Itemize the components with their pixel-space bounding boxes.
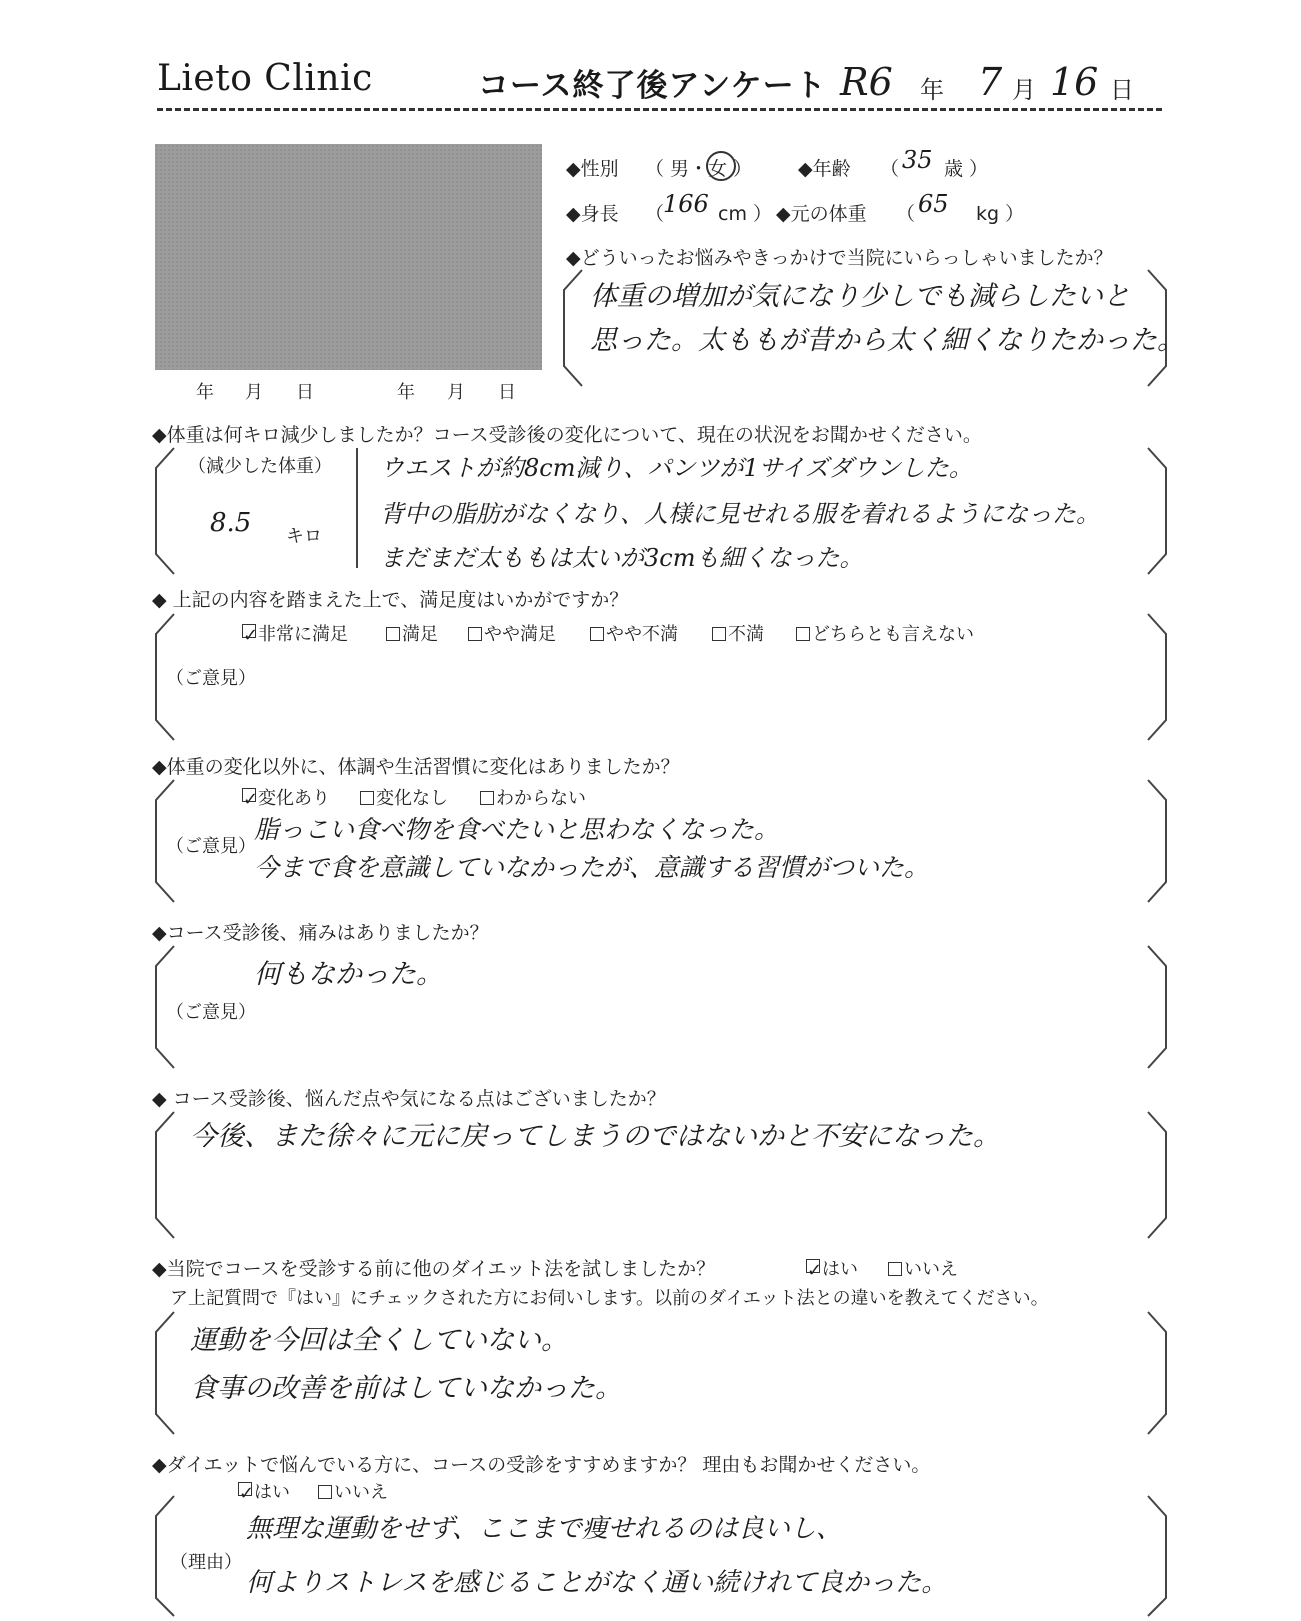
checkbox-icon bbox=[318, 1485, 332, 1499]
q5-bracket-right bbox=[1146, 944, 1166, 1070]
height-open: （ bbox=[645, 203, 665, 225]
q8-reason-label: （理由） bbox=[170, 1552, 242, 1573]
q8-option: いいえ bbox=[318, 1478, 388, 1504]
q2-question: ◆体重は何キロ減少しましたか？コース受診後の変化について、現在の状況をお聞かせください。 bbox=[152, 424, 982, 446]
q4-option: ✓変化あり bbox=[243, 788, 330, 810]
q2-loss-unit: キロ bbox=[286, 526, 322, 547]
q8-bracket-right bbox=[1146, 1494, 1166, 1618]
photo-date-label: 月 bbox=[447, 382, 465, 403]
height-value: 166 bbox=[663, 190, 709, 218]
q1-bracket-left bbox=[560, 268, 580, 388]
q4-bracket-right bbox=[1146, 778, 1166, 904]
q3-option: ✓非常に満足 bbox=[243, 624, 348, 646]
q7-bracket-right bbox=[1146, 1310, 1166, 1436]
q7-option: いいえ bbox=[888, 1255, 958, 1281]
q7-option: ✓はい bbox=[807, 1259, 858, 1281]
form-title: コース終了後アンケート bbox=[478, 68, 827, 104]
q3-option: 不満 bbox=[712, 620, 764, 646]
q3-option: やや満足 bbox=[468, 620, 556, 646]
checkbox-icon bbox=[590, 627, 604, 641]
q4-option: わからない bbox=[480, 784, 586, 810]
q4-question: ◆体重の変化以外に、体調や生活習慣に変化はありましたか？ bbox=[152, 756, 680, 778]
header-divider bbox=[157, 108, 1162, 111]
q3-option: やや不満 bbox=[590, 620, 678, 646]
q3-bracket-right bbox=[1146, 612, 1166, 742]
checkbox-checked-icon: ✓ bbox=[239, 1483, 255, 1504]
date-month: 7 bbox=[978, 60, 1003, 104]
photo-date-label: 月 bbox=[245, 382, 263, 403]
height-unit: cm ） bbox=[718, 203, 772, 225]
gender-selected-circle bbox=[706, 151, 736, 181]
age-unit: 歳 ） bbox=[944, 158, 989, 180]
weight-label: ◆元の体重 bbox=[776, 203, 867, 225]
photo-date-label: 日 bbox=[498, 382, 516, 403]
q6-question: ◆ コース受診後、悩んだ点や気になる点はございましたか？ bbox=[152, 1088, 666, 1110]
q2-bracket-right bbox=[1146, 446, 1166, 576]
q8-answer-line: 何よりストレスを感じることがなく通い続けれて良かった。 bbox=[246, 1568, 948, 1598]
q7-answer-line: 食事の改善を前はしていなかった。 bbox=[190, 1373, 622, 1404]
q5-question: ◆コース受診後、痛みはありましたか？ bbox=[152, 922, 489, 944]
q4-answer-line: 今まで食を意識していなかったが、意識する習慣がついた。 bbox=[254, 853, 930, 882]
q8-option: ✓はい bbox=[239, 1482, 290, 1504]
date-day: 16 bbox=[1050, 60, 1099, 104]
age-label: ◆年齢 bbox=[798, 158, 851, 180]
q2-bracket-left bbox=[152, 446, 172, 576]
weight-value: 65 bbox=[918, 190, 949, 218]
photo-date-label: 年 bbox=[397, 382, 415, 403]
age-open: （ bbox=[880, 158, 900, 180]
checkbox-checked-icon: ✓ bbox=[243, 625, 259, 646]
q8-bracket-left bbox=[152, 1494, 172, 1618]
checkbox-icon bbox=[468, 627, 482, 641]
date-day-label: 日 bbox=[1110, 76, 1134, 104]
q1-answer-line: 思った。太ももが昔から太く細くなりたかった。 bbox=[590, 325, 1184, 356]
photo-placeholder bbox=[155, 144, 542, 370]
clinic-brand: Lieto Clinic bbox=[157, 58, 373, 99]
photo-date-label: 日 bbox=[296, 382, 314, 403]
weight-open: （ bbox=[896, 203, 916, 225]
q3-option: 満足 bbox=[386, 620, 438, 646]
q2-answer-line: ウエストが約8cm減り、パンツが1サイズダウンした。 bbox=[380, 454, 973, 482]
date-era-year: R6 bbox=[840, 60, 893, 104]
checkbox-icon bbox=[888, 1262, 902, 1276]
photo-date-label: 年 bbox=[196, 382, 214, 403]
q3-option: どちらとも言えない bbox=[796, 620, 974, 646]
q3-opinion-label: （ご意見） bbox=[166, 668, 256, 689]
gender-options: （ 男・女 ） bbox=[645, 158, 753, 180]
date-year-label: 年 bbox=[920, 76, 944, 104]
q1-answer-line: 体重の増加が気になり少しでも減らしたいと bbox=[590, 281, 1130, 312]
date-month-label: 月 bbox=[1012, 76, 1036, 104]
checkbox-checked-icon: ✓ bbox=[243, 789, 259, 810]
q2-answer-line: 背中の脂肪がなくなり、人様に見せれる服を着れるようになった。 bbox=[380, 500, 1100, 528]
q7-bracket-left bbox=[152, 1310, 172, 1436]
checkbox-icon bbox=[796, 627, 810, 641]
q5-opinion-label: （ご意見） bbox=[166, 1002, 256, 1023]
q7-question: ◆当院でコースを受診する前に他のダイエット法を試しましたか？ bbox=[152, 1258, 716, 1280]
weight-unit: kg ） bbox=[976, 203, 1025, 225]
checkbox-icon bbox=[712, 627, 726, 641]
gender-label: ◆性別 bbox=[566, 158, 619, 180]
q2-answer-line: まだまだ太ももは太いが3cmも細くなった。 bbox=[380, 544, 864, 572]
q2-divider bbox=[356, 448, 358, 568]
height-label: ◆身長 bbox=[566, 203, 619, 225]
age-value: 35 bbox=[902, 146, 933, 174]
q1-question: ◆どういったお悩みやきっかけで当院にいらっしゃいましたか？ bbox=[566, 247, 1113, 269]
q7-answer-line: 運動を今回は全くしていない。 bbox=[190, 1325, 568, 1356]
q3-question: ◆ 上記の内容を踏まえた上で、満足度はいかがですか？ bbox=[152, 589, 629, 611]
q2-loss-value: 8.5 bbox=[210, 508, 252, 538]
q6-answer: 今後、また徐々に元に戻ってしまうのではないかと不安になった。 bbox=[190, 1121, 1000, 1152]
q2-loss-label: （減少した体重） bbox=[188, 456, 332, 477]
q6-bracket-left bbox=[152, 1110, 172, 1240]
checkbox-checked-icon: ✓ bbox=[807, 1260, 823, 1281]
q4-opinion-label: （ご意見） bbox=[166, 836, 256, 857]
q4-option: 変化なし bbox=[360, 784, 448, 810]
q5-answer: 何もなかった。 bbox=[254, 959, 443, 990]
q4-answer-line: 脂っこい食べ物を食べたいと思わなくなった。 bbox=[254, 815, 780, 844]
checkbox-icon bbox=[480, 791, 494, 805]
q8-answer-line: 無理な運動をせず、ここまで痩せれるのは良いし、 bbox=[246, 1514, 842, 1544]
q8-question: ◆ダイエットで悩んでいる方に、コースの受診をすすめますか？ 理由もお聞かせください。 bbox=[152, 1454, 931, 1476]
q7-sub-question: ア上記質問で『はい』にチェックされた方にお伺いします。以前のダイエット法との違いを教えてください。 bbox=[170, 1288, 1049, 1309]
checkbox-icon bbox=[360, 791, 374, 805]
checkbox-icon bbox=[386, 627, 400, 641]
q6-bracket-right bbox=[1146, 1110, 1166, 1240]
